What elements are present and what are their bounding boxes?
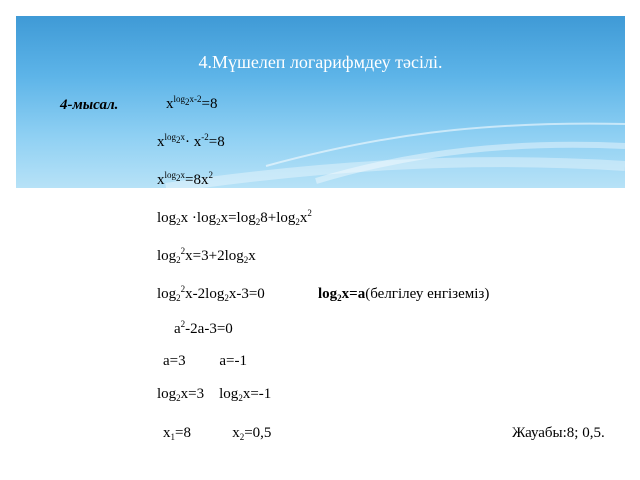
roots-a: a=3 a=-1 bbox=[163, 353, 247, 369]
example-label-text: 4-мысал. bbox=[60, 97, 119, 113]
substitution-note-text: (белгілеу енгіземіз) bbox=[365, 286, 490, 302]
equation-step-6: $\log_2^2x-2\log_2x-3=0$ bbox=[157, 284, 265, 303]
substitution-note bbox=[318, 285, 489, 303]
answer bbox=[512, 424, 605, 442]
equation-step-3: $x^{log_2x}=8x^2$ bbox=[157, 170, 213, 188]
back-substitution: $\log_2x=3$ $\log_2x=-1$ bbox=[157, 386, 272, 403]
equation-step-4: $\log_2x \cdot\log_2x=\log_28+\log_2x^2$ bbox=[157, 208, 312, 227]
equation-step-1: $x^{log_2x-2}=8$ bbox=[166, 94, 218, 112]
equation-step-5: $\log_2^2x=3+2\log_2x$ bbox=[157, 246, 256, 265]
roots-x: $x_1=8$ $x_2=0,5$ bbox=[163, 425, 272, 442]
quadratic-equation: $a^2-2a-3=0$ bbox=[174, 319, 233, 337]
slide-title: 4.Мүшелеп логарифмдеу тәсілі. bbox=[198, 52, 443, 72]
substitution-equation: $\log_2x=a$ bbox=[318, 286, 366, 303]
answer-text: Жауабы:8; 0,5. bbox=[512, 425, 605, 441]
equation-step-2: $x^{log_2x}\cdot x^{-2}=8$ bbox=[157, 132, 225, 150]
example-label bbox=[60, 96, 118, 114]
